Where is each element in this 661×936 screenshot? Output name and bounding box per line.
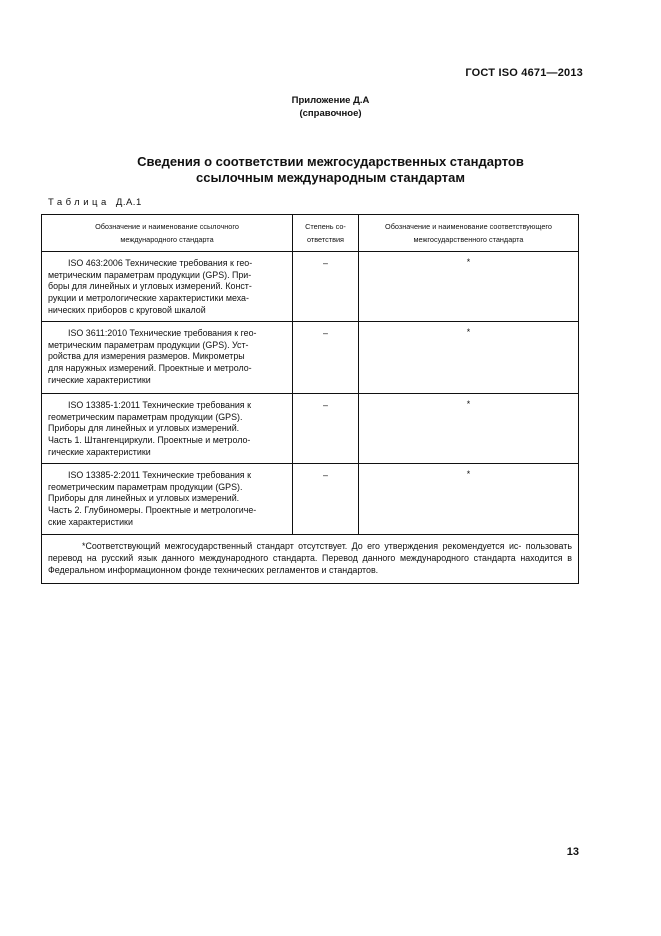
- header-referenced-standard: Обозначение и наименование ссылочного международного стандарта: [42, 215, 293, 252]
- standard-designation: ISO 463:2006 Технические требования к гео- метрическим параметрам продукции (GPS). При- боры для линейных и угловых измерений. Конст- рукции и метрологические характеристики меха- нических приборов с круговой шкалой: [42, 252, 293, 322]
- table-caption-number: Д.А.1: [115, 197, 142, 208]
- table-header-row: [42, 215, 579, 252]
- header-corresponding-standard: Обозначение и наименование соответствующего межгосударственного стандарта: [359, 215, 579, 252]
- page-number: 13: [566, 846, 579, 858]
- document-code: ГОСТ ISO 4671—2013: [465, 67, 583, 79]
- table-row: [42, 252, 579, 322]
- table-row: [42, 394, 579, 464]
- degree-value: –: [293, 252, 359, 322]
- degree-value: –: [293, 464, 359, 535]
- corresponding-standard-value: *: [359, 394, 579, 464]
- section-title-line-1: Сведения о соответствии межгосударственных стандартов: [137, 154, 524, 169]
- appendix-title: Приложение Д.А: [291, 95, 370, 106]
- table-caption: [48, 197, 142, 208]
- table-row: [42, 464, 579, 535]
- table-row: [42, 322, 579, 394]
- corresponding-standard-value: *: [359, 322, 579, 394]
- standard-designation: ISO 13385-1:2011 Технические требования к геометрическим параметрам продукции (GPS). Приборы для линейных и угловых измерений. Часть 1. Штангенциркули. Проектные и метроло- гические характеристики: [42, 394, 293, 464]
- correspondence-table: [41, 214, 579, 584]
- table-caption-word: Таблица: [48, 197, 110, 208]
- degree-value: –: [293, 322, 359, 394]
- standard-designation: ISO 3611:2010 Технические требования к гео- метрическим параметрам продукции (GPS). Уст- ройства для измерения размеров. Микрометры для наружных измерений. Проектные и метроло- гические характеристики: [42, 322, 293, 394]
- appendix-heading: [0, 94, 661, 120]
- corresponding-standard-value: *: [359, 252, 579, 322]
- footnote-row: [42, 535, 579, 584]
- section-title-line-2: ссылочным международным стандартам: [196, 170, 465, 185]
- table-footnote: *Соответствующий межгосударственный стандарт отсутствует. До его утверждения рекомендуется ис- пользовать перевод на русский язык данного международного стандарта. Перевод данного международного стандарта находится в Федеральном информационном фонде технических регламентов и стандартов.: [42, 535, 579, 584]
- appendix-subtitle: (справочное): [299, 108, 362, 119]
- corresponding-standard-value: *: [359, 464, 579, 535]
- section-title: [0, 154, 661, 186]
- degree-value: –: [293, 394, 359, 464]
- header-degree-of-correspondence: Степень со- ответствия: [293, 215, 359, 252]
- standard-designation: ISO 13385-2:2011 Технические требования к геометрическим параметрам продукции (GPS). Приборы для линейных и угловых измерений. Часть 2. Глубиномеры. Проектные и метрологиче- ские характеристики: [42, 464, 293, 535]
